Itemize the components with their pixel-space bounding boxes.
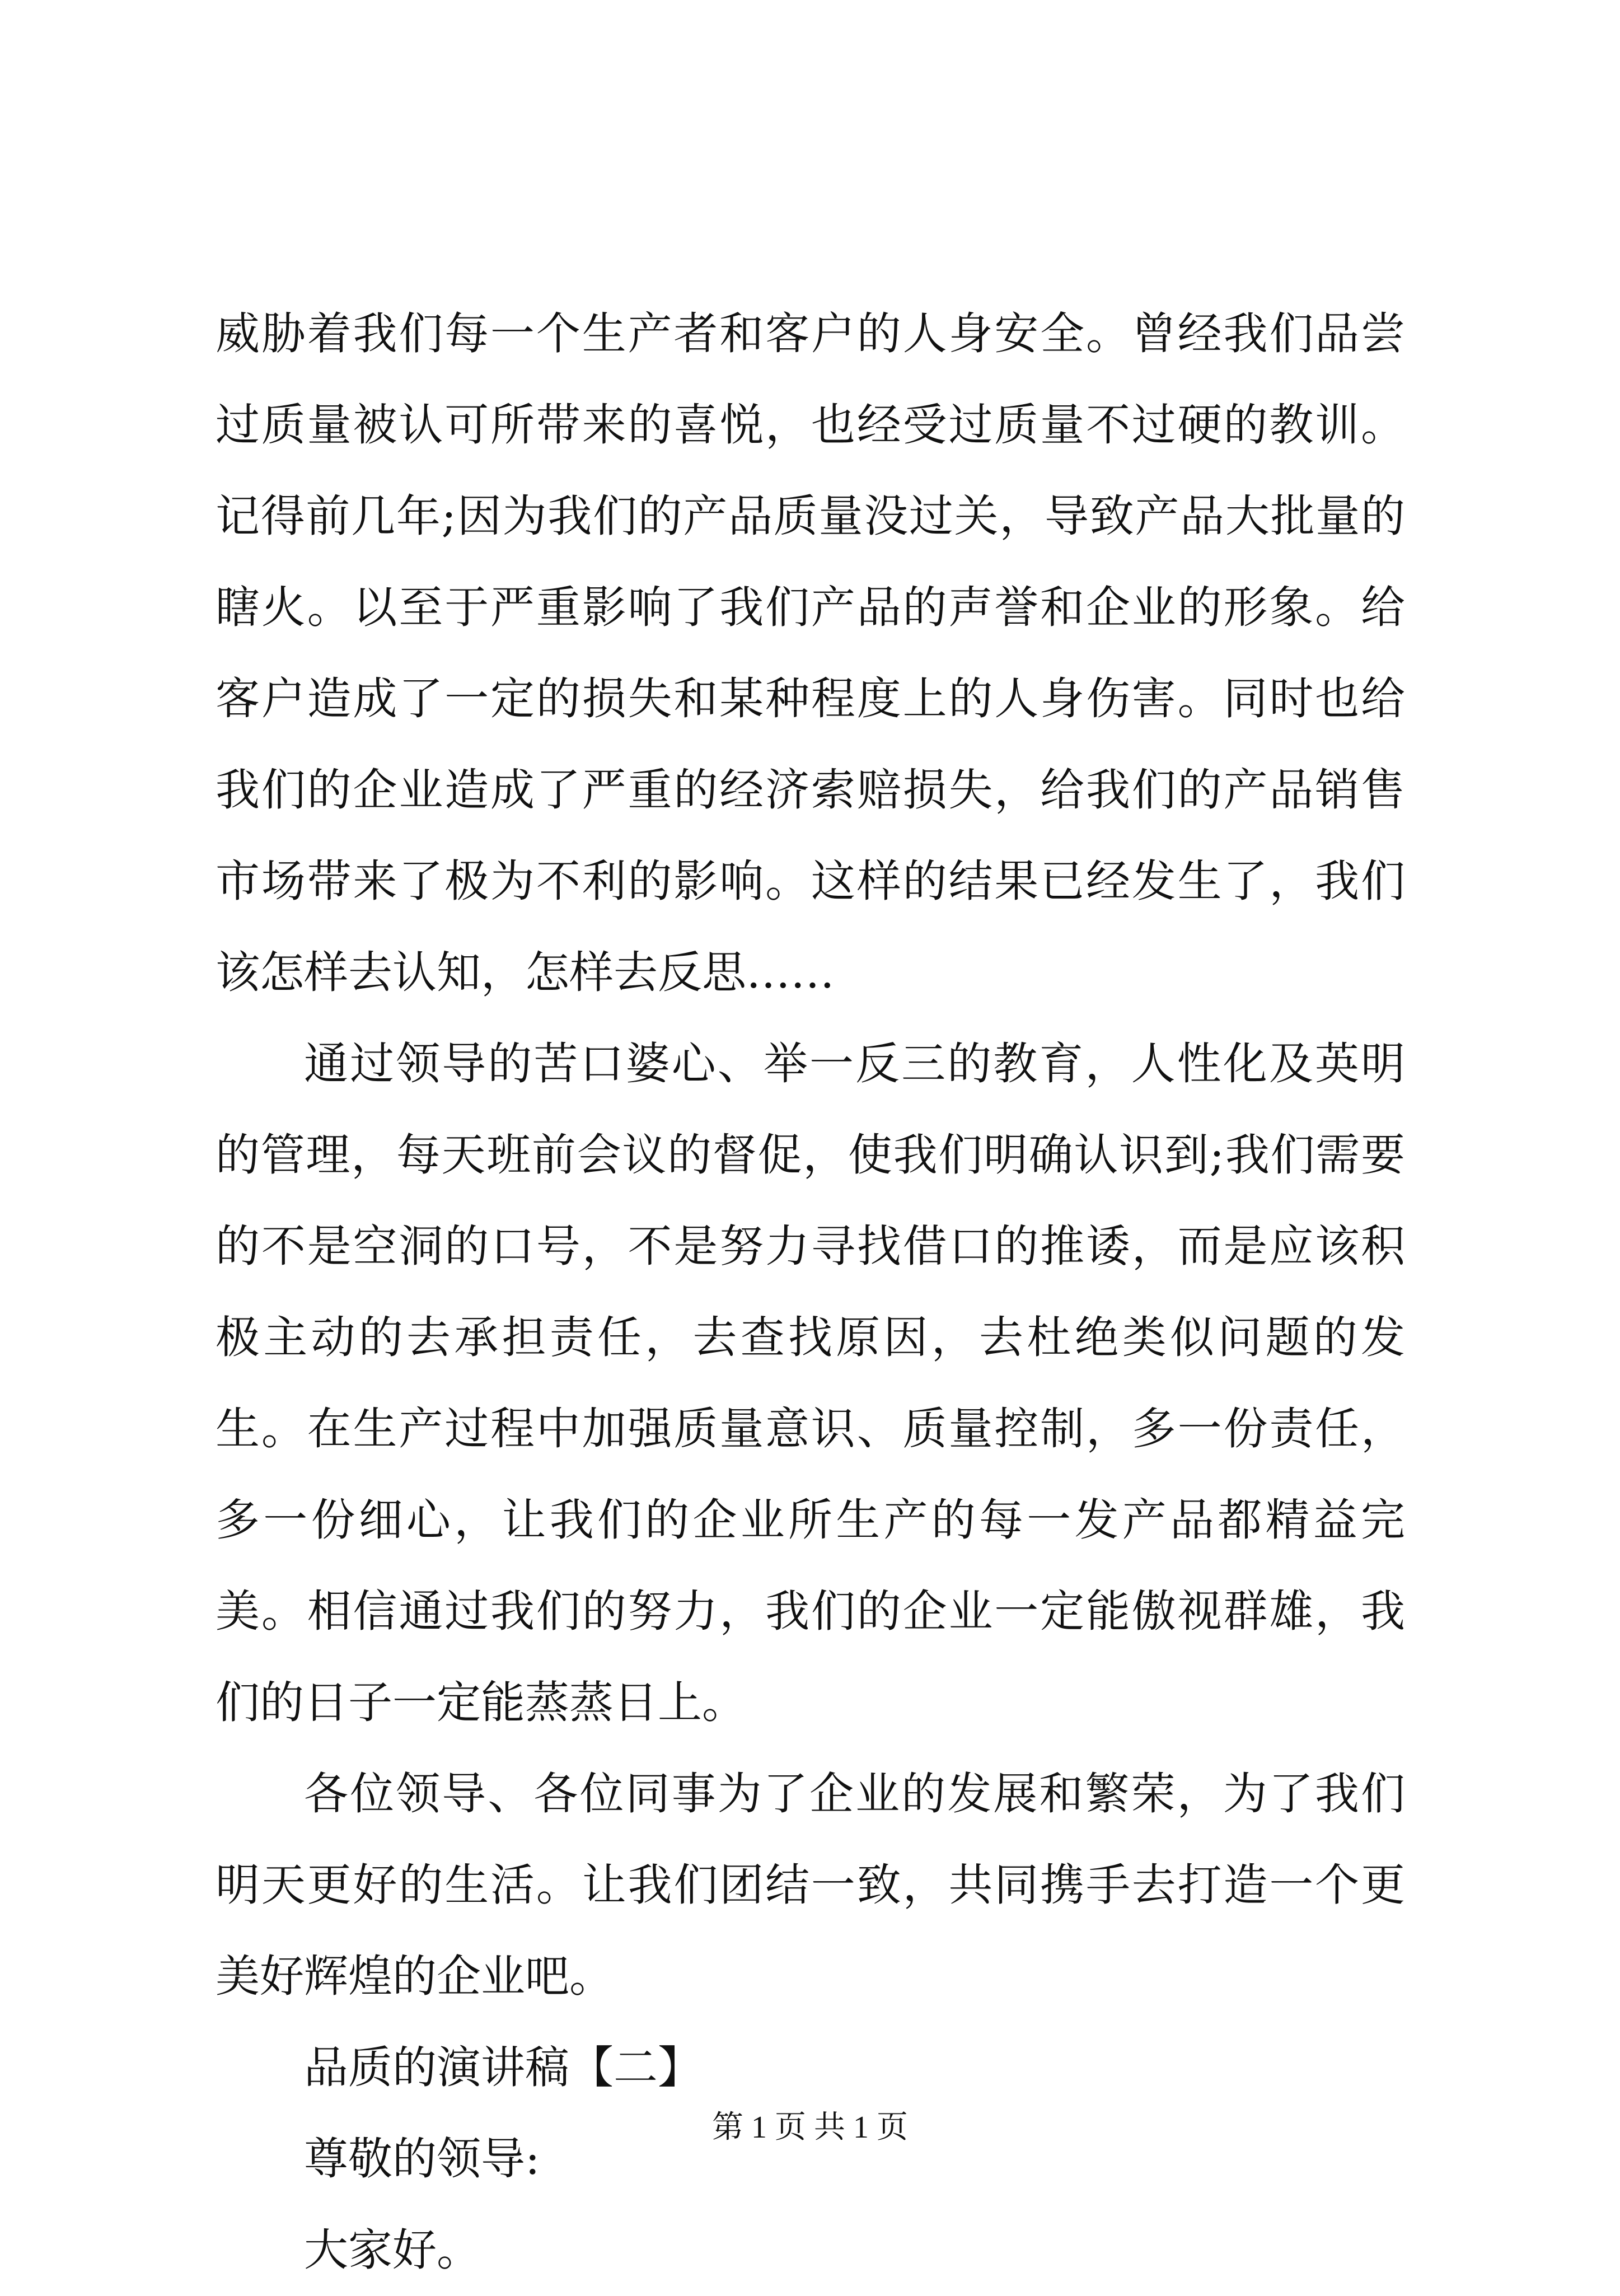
- paragraph-3: 各位领导、各位同事为了企业的发展和繁荣，为了我们明天更好的生活。让我们团结一致，共同携手去打造一个更美好辉煌的企业吧。: [216, 1768, 1405, 2002]
- paragraph-2: 通过领导的苦口婆心、举一反三的教育，人性化及英明的管理，每天班前会议的督促，使我们明确认识到;我们需要的不是空洞的口号，不是努力寻找借口的推诿，而是应该积极主动的去承担责任，去查找原因，去杜绝类似问题的发生。在生产过程中加强质量意识、质量控制，多一份责任，多一份细心，让我们的企业所生产的每一发产品都精益完美。相信通过我们的努力，我们的企业一定能傲视群雄，我们的日子一定能蒸蒸日上。: [216, 1038, 1405, 1728]
- paragraph-1: 威胁着我们每一个生产者和客户的人身安全。曾经我们品尝过质量被认可所带来的喜悦，也经受过质量不过硬的教训。记得前几年;因为我们的产品质量没过关，导致产品大批量的瞎火。以至于严重影响了我们产品的声誉和企业的形象。给客户造成了一定的损失和某种程度上的人身伤害。同时也给我们的企业造成了严重的经济索赔损失，给我们的产品销售市场带来了极为不利的影响。这样的结果已经发生了，我们该怎样去认知，怎样去反思……: [216, 308, 1405, 998]
- salutation: 尊敬的领导:: [304, 2133, 540, 2185]
- greeting: 大家好。: [304, 2224, 481, 2276]
- page-footer: 第 1 页 共 1 页: [712, 2110, 908, 2145]
- document-body: [216, 288, 1405, 2296]
- section-heading: 品质的演讲稿【二】: [304, 2042, 702, 2093]
